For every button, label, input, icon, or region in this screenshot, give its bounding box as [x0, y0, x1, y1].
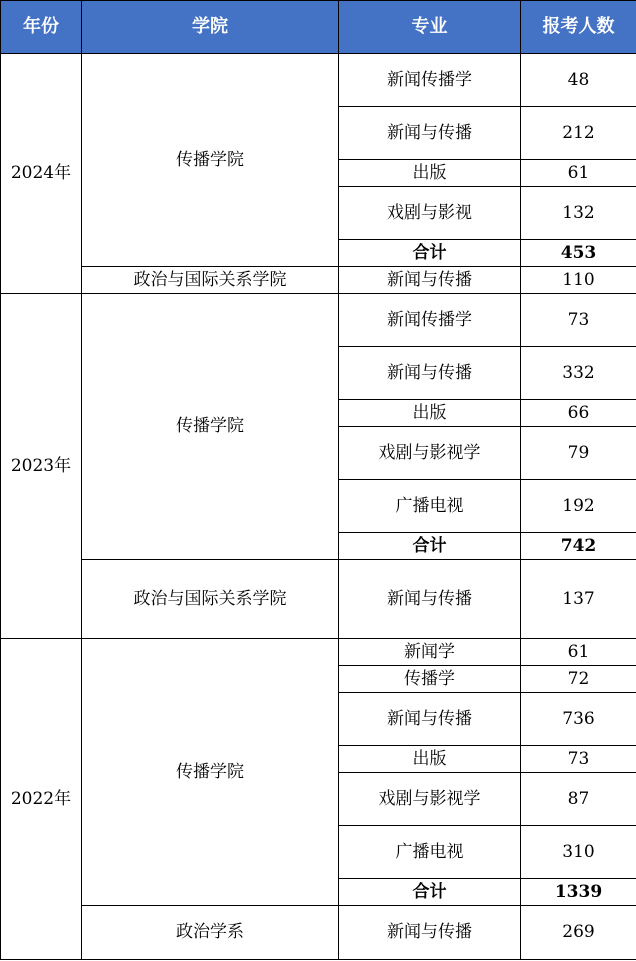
major-cell: 戏剧与影视 [339, 187, 521, 240]
header-college: 学院 [82, 1, 339, 54]
year-cell: 2024年 [1, 54, 82, 294]
major-cell: 新闻与传播 [339, 267, 521, 294]
college-cell: 传播学院 [82, 294, 339, 560]
count-cell: 87 [521, 773, 636, 826]
total-count: 453 [521, 240, 636, 267]
total-count: 1339 [521, 879, 636, 906]
year-cell: 2022年 [1, 639, 82, 960]
major-cell: 新闻与传播 [339, 107, 521, 160]
count-cell: 73 [521, 746, 636, 773]
major-cell: 新闻与传播 [339, 560, 521, 639]
major-cell: 新闻传播学 [339, 54, 521, 107]
count-cell: 332 [521, 347, 636, 400]
count-cell: 269 [521, 906, 636, 960]
total-count: 742 [521, 533, 636, 560]
major-cell: 新闻与传播 [339, 693, 521, 746]
total-label: 合计 [339, 533, 521, 560]
table-row [1, 267, 636, 294]
header-count: 报考人数 [521, 1, 636, 54]
major-cell: 新闻与传播 [339, 347, 521, 400]
college-cell: 政治与国际关系学院 [82, 560, 339, 639]
major-cell: 新闻与传播 [339, 906, 521, 960]
count-cell: 61 [521, 639, 636, 666]
major-cell: 广播电视 [339, 826, 521, 879]
major-cell: 出版 [339, 746, 521, 773]
college-cell: 政治与国际关系学院 [82, 267, 339, 294]
major-cell: 新闻学 [339, 639, 521, 666]
major-cell: 出版 [339, 160, 521, 187]
count-cell: 110 [521, 267, 636, 294]
count-cell: 73 [521, 294, 636, 347]
count-cell: 132 [521, 187, 636, 240]
table-row [1, 906, 636, 960]
table-row [1, 560, 636, 639]
major-cell: 出版 [339, 400, 521, 427]
count-cell: 310 [521, 826, 636, 879]
header-major: 专业 [339, 1, 521, 54]
count-cell: 72 [521, 666, 636, 693]
table-row [1, 54, 636, 107]
header-row [1, 1, 636, 54]
count-cell: 66 [521, 400, 636, 427]
count-cell: 48 [521, 54, 636, 107]
table-row [1, 294, 636, 347]
total-label: 合计 [339, 879, 521, 906]
college-cell: 传播学院 [82, 639, 339, 906]
table-row [1, 639, 636, 666]
count-cell: 137 [521, 560, 636, 639]
major-cell: 新闻传播学 [339, 294, 521, 347]
major-cell: 戏剧与影视学 [339, 427, 521, 480]
count-cell: 61 [521, 160, 636, 187]
count-cell: 212 [521, 107, 636, 160]
header-year: 年份 [1, 1, 82, 54]
total-label: 合计 [339, 240, 521, 267]
major-cell: 传播学 [339, 666, 521, 693]
major-cell: 广播电视 [339, 480, 521, 533]
major-cell: 戏剧与影视学 [339, 773, 521, 826]
college-cell: 政治学系 [82, 906, 339, 960]
count-cell: 736 [521, 693, 636, 746]
year-cell: 2023年 [1, 294, 82, 639]
count-cell: 79 [521, 427, 636, 480]
college-cell: 传播学院 [82, 54, 339, 267]
count-cell: 192 [521, 480, 636, 533]
